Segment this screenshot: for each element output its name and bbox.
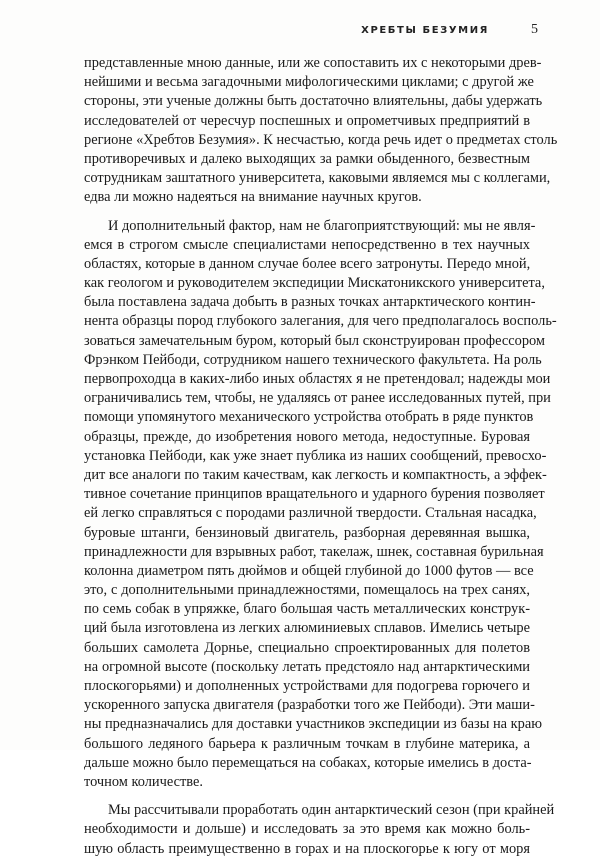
running-head bbox=[361, 22, 538, 38]
paragraph bbox=[84, 54, 558, 208]
text-line: И дополнительный фактор, нам не благоприятствующий: мы не явля- bbox=[108, 217, 536, 234]
text-line: областях, которые в данном случае более всего затронуты. Передо мной, bbox=[84, 255, 531, 272]
paragraph-gap bbox=[84, 792, 530, 801]
paragraph-gap bbox=[84, 208, 530, 217]
text-line: установка Пейбоди, как уже знает публика из наших сообщений, превосхо- bbox=[84, 447, 547, 464]
text-line: первопроходца в каких-либо иных областях я не претендовал; надежды мои bbox=[84, 371, 551, 387]
text-line: точном количестве. bbox=[84, 773, 203, 790]
text-line: это, с дополнительными принадлежностями, помещалось на трех санях, bbox=[84, 582, 530, 599]
text-line: зоваться замечательным буром, который был сконструирован профессором bbox=[84, 332, 546, 349]
text-line: шую область преимущественно в горах и на плоскогорье к югу от моря bbox=[84, 840, 530, 857]
text-line: буровые штанги, бензиновый двигатель, разборная деревянная вышка, bbox=[84, 524, 530, 541]
text-line: представленные мною данные, или же сопоставить их с некоторыми древ- bbox=[84, 55, 542, 71]
text-line: емся в строгом смысле специалистами непосредственно в тех научных bbox=[84, 236, 530, 253]
text-line: Фрэнком Пейбоди, сотрудником нашего технического факультета. На роль bbox=[84, 351, 542, 368]
text-line: дальше можно было перемещаться на собаках, которые имелись в доста- bbox=[84, 754, 532, 771]
text-line: была поставлена задача добыть в разных точках антарктического контин- bbox=[84, 294, 536, 311]
text-line: исследователей от чересчур поспешных и опрометчивых предприятий в bbox=[84, 112, 530, 129]
paragraph bbox=[84, 801, 555, 859]
text-line: колонна диаметром пять дюймов и общей глубиной до 1000 футов — все bbox=[84, 562, 534, 579]
text-line: необходимости и дольше) и исследовать за это время как можно боль- bbox=[84, 821, 530, 838]
text-line: на огромной высоте (поскольку летать предстояло над антарктическими bbox=[84, 658, 530, 675]
paragraph bbox=[84, 217, 557, 793]
body-text bbox=[84, 54, 558, 859]
text-line: помощи упомянутого механического устройства отобрать в ряде пунктов bbox=[84, 409, 534, 426]
text-line: тивное сочетание принципов вращательного и ударного бурения позволяет bbox=[84, 486, 545, 503]
text-line: нента образцы пород глубокого залегания, для чего предполагалось восполь- bbox=[84, 313, 557, 330]
text-line: нейшими и весьма загадочными мифологическими циклами; с другой же bbox=[84, 74, 534, 91]
text-line: едва ли можно надеяться на внимание научных кругов. bbox=[84, 189, 422, 206]
text-line: регионе «Хребтов Безумия». К несчастью, когда речь идет о предметах столь bbox=[84, 131, 558, 148]
text-line: противоречивых и далеко выходящих за рамки обыденного, безвестным bbox=[84, 150, 530, 167]
text-line: принадлежности для взрывных работ, такелаж, шнек, составная бурильная bbox=[84, 543, 544, 560]
text-line: ны предназначались для доставки участников экспедиции из базы на краю bbox=[84, 716, 542, 733]
running-head-title: ХРЕБТЫ БЕЗУМИЯ bbox=[361, 25, 489, 36]
text-line: Мы рассчитывали проработать один антарктический сезон (при крайней bbox=[108, 802, 555, 819]
text-line: дит все аналоги по таким качествам, как легкость и компактность, а эффек- bbox=[84, 466, 547, 483]
text-line: больших самолета Дорнье, специально спроектированных для полетов bbox=[84, 639, 530, 656]
text-line: как геологом и руководителем экспедиции Мискатоникского университета, bbox=[84, 275, 545, 292]
text-line: образцы, прежде, до изобретения нового метода, недоступные. Буровая bbox=[84, 428, 530, 445]
text-line: ограничивались тем, чтобы, не удаляясь от ранее исследованных путей, при bbox=[84, 390, 551, 407]
text-line: стороны, эти ученые должны быть достаточно влиятельны, дабы удержать bbox=[84, 93, 543, 110]
text-line: сотрудникам заштатного университета, каковыми являемся мы с коллегами, bbox=[84, 170, 551, 187]
text-line: ускоренного запуска двигателя (разработки того же Пейбоди). Эти маши- bbox=[84, 697, 535, 714]
text-line: по семь собак в упряжке, благо большая часть металлических конструк- bbox=[84, 601, 530, 618]
text-line: большого ледяного барьера к различным точкам в глубине материка, а bbox=[84, 735, 530, 752]
text-line: плоскогорьями) и дополненных устройствами для подогрева горючего и bbox=[84, 678, 530, 694]
page-number: 5 bbox=[531, 22, 538, 37]
text-line: ций была изготовлена из легких алюминиевых сплавов. Имелись четыре bbox=[84, 620, 531, 637]
text-line: ей легко справляться с породами различной твердости. Стальная насадка, bbox=[84, 505, 537, 522]
